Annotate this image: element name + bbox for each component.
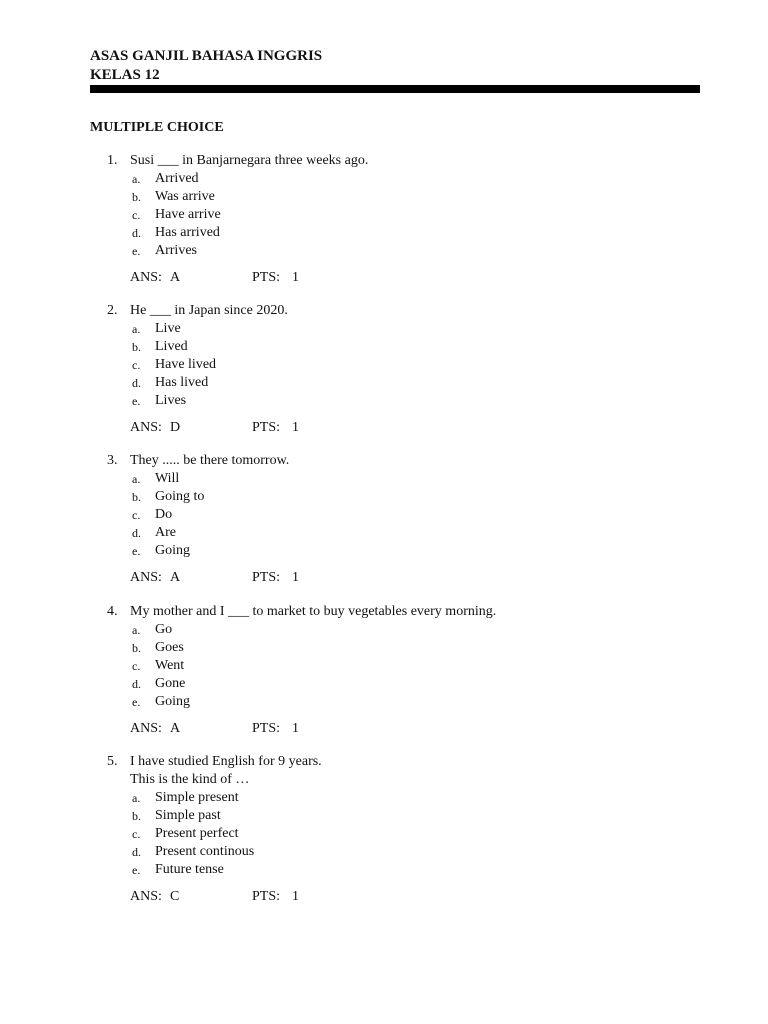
question-text: He ___ in Japan since 2020. [130, 303, 288, 318]
choice-text: Went [155, 658, 185, 673]
question-text: My mother and I ___ to market to buy vegetables every morning. [130, 604, 497, 619]
choice-item [132, 621, 496, 639]
ans-value: A [170, 270, 181, 285]
ans-label: ANS: [130, 721, 162, 736]
choice-text: Present perfect [155, 826, 239, 841]
choice-text: Gone [155, 676, 186, 691]
choice-list [107, 789, 322, 879]
choice-item [132, 789, 322, 807]
question-number: 5. [107, 754, 118, 769]
pts-value: 1 [292, 889, 299, 904]
choice-item [132, 693, 496, 711]
ans-label: ANS: [130, 889, 162, 904]
answer-meta [107, 888, 322, 906]
choice-item [132, 657, 496, 675]
choice-letter: d. [132, 526, 141, 540]
choice-item [132, 470, 299, 488]
choice-letter: d. [132, 677, 141, 691]
choice-text: Lives [155, 393, 187, 408]
choice-letter: c. [132, 659, 141, 673]
choice-text: Going to [155, 489, 205, 504]
question-stem [107, 152, 368, 170]
choice-text: Have lived [155, 357, 217, 372]
choice-letter: e. [132, 695, 141, 709]
pts-label: PTS: [252, 570, 281, 585]
choice-item [132, 170, 368, 188]
question-text: This is the kind of … [130, 772, 250, 787]
ans-value: D [170, 420, 181, 435]
pts-value: 1 [292, 721, 299, 736]
choice-letter: c. [132, 827, 141, 841]
choice-item [132, 639, 496, 657]
choice-text: Arrived [155, 171, 199, 186]
choice-list [107, 470, 299, 560]
question-text: They ..... be there tomorrow. [130, 453, 290, 468]
question-number: 4. [107, 604, 118, 619]
choice-item [132, 807, 322, 825]
question-stem [107, 753, 322, 771]
question-text: I have studied English for 9 years. [130, 754, 322, 769]
choice-item [132, 242, 368, 260]
choice-letter: d. [132, 845, 141, 859]
document-class: KELAS 12 [90, 67, 160, 83]
question-3 [107, 452, 299, 587]
choice-text: Do [155, 507, 173, 522]
ans-value: C [170, 889, 180, 904]
ans-label: ANS: [130, 420, 162, 435]
choice-item [132, 825, 322, 843]
question-number: 2. [107, 303, 118, 318]
choice-item [132, 392, 299, 410]
ans-label: ANS: [130, 270, 162, 285]
answer-meta [107, 569, 299, 587]
choice-item [132, 506, 299, 524]
question-5 [107, 753, 322, 906]
choice-text: Go [155, 622, 173, 637]
pts-value: 1 [292, 270, 299, 285]
section-title: MULTIPLE CHOICE [90, 120, 224, 135]
question-stem-continued [107, 771, 322, 789]
choice-item [132, 224, 368, 242]
choice-letter: e. [132, 394, 141, 408]
choice-text: Goes [155, 640, 184, 655]
question-stem [107, 603, 496, 621]
choice-letter: a. [132, 322, 141, 336]
question-4 [107, 603, 496, 738]
question-1 [107, 152, 368, 287]
choice-text: Are [155, 525, 176, 540]
choice-list [107, 170, 368, 260]
choice-item [132, 542, 299, 560]
answer-meta [107, 419, 299, 437]
question-stem [107, 302, 299, 320]
choice-item [132, 374, 299, 392]
choice-letter: e. [132, 544, 141, 558]
header-rule [90, 85, 700, 93]
choice-item [132, 206, 368, 224]
choice-text: Lived [155, 339, 188, 354]
pts-value: 1 [292, 420, 299, 435]
choice-letter: e. [132, 863, 141, 877]
choice-letter: a. [132, 172, 141, 186]
choice-letter: e. [132, 244, 141, 258]
choice-letter: a. [132, 623, 141, 637]
choice-text: Have arrive [155, 207, 221, 222]
document-header [90, 47, 322, 85]
choice-item [132, 675, 496, 693]
choice-item [132, 338, 299, 356]
choice-text: Was arrive [155, 189, 215, 204]
choice-letter: c. [132, 208, 141, 222]
pts-label: PTS: [252, 420, 281, 435]
choice-item [132, 188, 368, 206]
ans-value: A [170, 721, 181, 736]
question-text: Susi ___ in Banjarnegara three weeks ago. [130, 153, 369, 168]
choice-text: Has lived [155, 375, 209, 390]
pts-label: PTS: [252, 889, 281, 904]
choice-text: Simple past [155, 808, 221, 823]
choice-text: Live [155, 321, 181, 336]
choice-text: Arrives [155, 243, 197, 258]
choice-item [132, 524, 299, 542]
choice-text: Simple present [155, 790, 239, 805]
choice-text: Future tense [155, 862, 224, 877]
pts-label: PTS: [252, 270, 281, 285]
choice-letter: b. [132, 490, 141, 504]
choice-text: Going [155, 694, 190, 709]
question-number: 1. [107, 153, 118, 168]
answer-meta [107, 269, 368, 287]
choice-text: Will [155, 471, 180, 486]
choice-list [107, 621, 496, 711]
answer-meta [107, 720, 496, 738]
choice-letter: d. [132, 376, 141, 390]
choice-letter: b. [132, 641, 141, 655]
pts-label: PTS: [252, 721, 281, 736]
pts-value: 1 [292, 570, 299, 585]
choice-letter: b. [132, 190, 141, 204]
choice-item [132, 488, 299, 506]
question-stem [107, 452, 299, 470]
choice-list [107, 320, 299, 410]
question-2 [107, 302, 299, 437]
choice-item [132, 861, 322, 879]
ans-label: ANS: [130, 570, 162, 585]
choice-letter: b. [132, 340, 141, 354]
choice-item [132, 843, 322, 861]
choice-text: Going [155, 543, 190, 558]
choice-text: Present continous [155, 844, 255, 859]
choice-letter: d. [132, 226, 141, 240]
choice-letter: c. [132, 358, 141, 372]
ans-value: A [170, 570, 181, 585]
choice-item [132, 320, 299, 338]
document-title: ASAS GANJIL BAHASA INGGRIS [90, 48, 323, 64]
choice-text: Has arrived [155, 225, 220, 240]
choice-letter: c. [132, 508, 141, 522]
choice-letter: a. [132, 791, 141, 805]
choice-letter: a. [132, 472, 141, 486]
question-number: 3. [107, 453, 118, 468]
choice-letter: b. [132, 809, 141, 823]
choice-item [132, 356, 299, 374]
